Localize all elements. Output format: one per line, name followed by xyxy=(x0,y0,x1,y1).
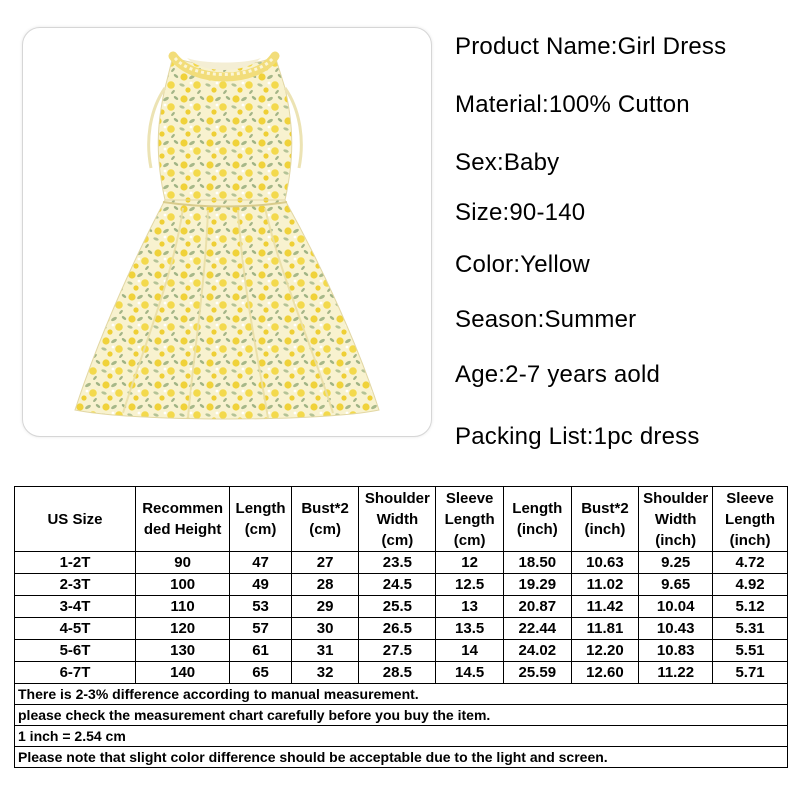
spec-sex: Sex:Baby xyxy=(455,149,560,176)
note-text: Please note that slight color difference should be acceptable due to the light and screen. xyxy=(15,747,788,768)
table-cell: 2-3T xyxy=(15,574,136,596)
table-cell: 5.71 xyxy=(713,662,788,684)
table-cell: 130 xyxy=(135,640,229,662)
note-text: 1 inch = 2.54 cm xyxy=(15,726,788,747)
table-cell: 12.60 xyxy=(571,662,639,684)
table-cell: 24.02 xyxy=(503,640,571,662)
table-cell: 12.20 xyxy=(571,640,639,662)
header-us-size: US Size xyxy=(15,487,136,552)
table-cell: 61 xyxy=(230,640,292,662)
table-cell: 53 xyxy=(230,596,292,618)
table-row xyxy=(15,618,788,640)
table-cell: 5.51 xyxy=(713,640,788,662)
table-cell: 26.5 xyxy=(359,618,436,640)
table-cell: 4.92 xyxy=(713,574,788,596)
header-shoulder-width-cm: Shoulder Width (cm) xyxy=(359,487,436,552)
spec-size: Size:90-140 xyxy=(455,199,586,226)
spec-color: Color:Yellow xyxy=(455,251,590,278)
table-cell: 49 xyxy=(230,574,292,596)
table-row xyxy=(15,552,788,574)
spec-material: Material:100% Cutton xyxy=(455,91,690,118)
size-chart-table xyxy=(14,486,788,768)
dress-skirt xyxy=(75,200,379,419)
table-cell: 12.5 xyxy=(436,574,504,596)
note-row xyxy=(15,705,788,726)
table-header-row xyxy=(15,487,788,552)
table-cell: 32 xyxy=(291,662,359,684)
table-cell: 27.5 xyxy=(359,640,436,662)
table-cell: 5.31 xyxy=(713,618,788,640)
table-cell: 1-2T xyxy=(15,552,136,574)
header-recommended-height: Recommen ded Height xyxy=(135,487,229,552)
table-cell: 4-5T xyxy=(15,618,136,640)
header-sleeve-length-inch: Sleeve Length (inch) xyxy=(713,487,788,552)
table-row xyxy=(15,662,788,684)
table-cell: 12 xyxy=(436,552,504,574)
table-row xyxy=(15,574,788,596)
table-cell: 28.5 xyxy=(359,662,436,684)
spec-age: Age:2-7 years aold xyxy=(455,361,661,388)
note-row xyxy=(15,747,788,768)
table-cell: 13 xyxy=(436,596,504,618)
table-cell: 3-4T xyxy=(15,596,136,618)
dress-photo xyxy=(23,28,431,436)
table-cell: 90 xyxy=(135,552,229,574)
table-cell: 10.04 xyxy=(639,596,713,618)
table-cell: 140 xyxy=(135,662,229,684)
table-cell: 14 xyxy=(436,640,504,662)
header-length-cm: Length (cm) xyxy=(230,487,292,552)
table-cell: 65 xyxy=(230,662,292,684)
table-cell: 47 xyxy=(230,552,292,574)
table-cell: 6-7T xyxy=(15,662,136,684)
table-cell: 18.50 xyxy=(503,552,571,574)
table-cell: 11.42 xyxy=(571,596,639,618)
spec-season: Season:Summer xyxy=(455,306,637,333)
spec-packing-list: Packing List:1pc dress xyxy=(455,423,700,450)
table-cell: 19.29 xyxy=(503,574,571,596)
table-cell: 29 xyxy=(291,596,359,618)
table-cell: 57 xyxy=(230,618,292,640)
table-cell: 5.12 xyxy=(713,596,788,618)
header-bust-cm: Bust*2 (cm) xyxy=(291,487,359,552)
table-cell: 14.5 xyxy=(436,662,504,684)
table-cell: 11.81 xyxy=(571,618,639,640)
table-cell: 25.5 xyxy=(359,596,436,618)
table-row xyxy=(15,640,788,662)
table-cell: 10.43 xyxy=(639,618,713,640)
table-cell: 20.87 xyxy=(503,596,571,618)
table-cell: 23.5 xyxy=(359,552,436,574)
table-cell: 22.44 xyxy=(503,618,571,640)
table-cell: 9.25 xyxy=(639,552,713,574)
table-cell: 28 xyxy=(291,574,359,596)
table-cell: 5-6T xyxy=(15,640,136,662)
table-cell: 30 xyxy=(291,618,359,640)
table-cell: 24.5 xyxy=(359,574,436,596)
table-cell: 9.65 xyxy=(639,574,713,596)
table-cell: 4.72 xyxy=(713,552,788,574)
header-bust-inch: Bust*2 (inch) xyxy=(571,487,639,552)
table-cell: 25.59 xyxy=(503,662,571,684)
table-cell: 27 xyxy=(291,552,359,574)
table-cell: 100 xyxy=(135,574,229,596)
table-cell: 10.83 xyxy=(639,640,713,662)
spec-product-name: Product Name:Girl Dress xyxy=(455,33,727,60)
header-shoulder-width-inch: Shoulder Width (inch) xyxy=(639,487,713,552)
table-cell: 110 xyxy=(135,596,229,618)
table-cell: 31 xyxy=(291,640,359,662)
table-row xyxy=(15,596,788,618)
table-cell: 120 xyxy=(135,618,229,640)
note-text: There is 2-3% difference according to manual measurement. xyxy=(15,684,788,705)
note-row xyxy=(15,684,788,705)
table-cell: 10.63 xyxy=(571,552,639,574)
table-cell: 13.5 xyxy=(436,618,504,640)
table-cell: 11.02 xyxy=(571,574,639,596)
note-text: please check the measurement chart carefully before you buy the item. xyxy=(15,705,788,726)
header-length-inch: Length (inch) xyxy=(503,487,571,552)
table-cell: 11.22 xyxy=(639,662,713,684)
note-row xyxy=(15,726,788,747)
product-photo-frame xyxy=(22,27,432,437)
header-sleeve-length-cm: Sleeve Length (cm) xyxy=(436,487,504,552)
